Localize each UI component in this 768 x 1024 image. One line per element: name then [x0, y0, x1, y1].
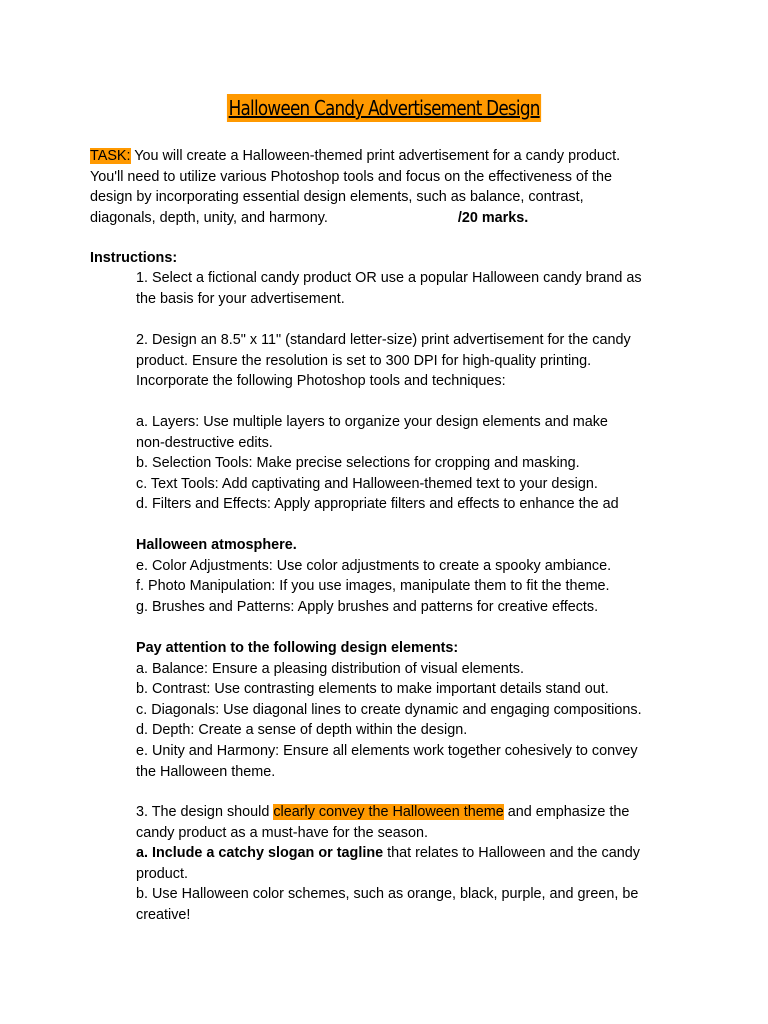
- step-3b-line-1: b. Use Halloween color schemes, such as orange, black, purple, and green, be: [136, 886, 639, 903]
- tool-item: b. Selection Tools: Make precise selections for cropping and masking.: [136, 455, 580, 472]
- task-text-1: You will create a Halloween-themed print advertisement for a candy product.: [130, 148, 621, 164]
- element-item: d. Depth: Create a sense of depth within the design.: [136, 722, 468, 739]
- element-item: the Halloween theme.: [136, 763, 276, 780]
- marks-label: /20 marks.: [457, 209, 529, 226]
- step-3a-bold: a. Include a catchy slogan or tagline: [136, 845, 384, 862]
- tool-item: non-destructive edits.: [136, 434, 273, 451]
- step-2-line-3: Incorporate the following Photoshop tools and techniques:: [136, 373, 506, 390]
- step-3a-line-2: product.: [136, 865, 188, 882]
- step-3a-rest: that relates to Halloween and the candy: [383, 845, 640, 862]
- step-3b-line-2: creative!: [136, 906, 191, 923]
- element-item: e. Unity and Harmony: Ensure all elements work together cohesively to convey: [136, 742, 638, 759]
- step-3-line-1: [136, 802, 696, 823]
- step-3a-line-1: [136, 843, 696, 864]
- step-3-pre: 3. The design should: [136, 804, 274, 820]
- elements-section: [136, 638, 696, 782]
- tool-item: a. Layers: Use multiple layers to organize your design elements and make: [136, 414, 608, 430]
- task-line-3: design by incorporating essential design elements, such as balance, contrast,: [90, 189, 584, 206]
- atmosphere-heading: Halloween atmosphere.: [136, 537, 297, 553]
- step-3-line-2: candy product as a must-have for the season.: [136, 824, 428, 841]
- element-item: b. Contrast: Use contrasting elements to make important details stand out.: [136, 681, 609, 698]
- task-paragraph: [90, 146, 670, 228]
- element-item: c. Diagonals: Use diagonal lines to create dynamic and engaging compositions.: [136, 701, 642, 718]
- element-item: a. Balance: Ensure a pleasing distribution of visual elements.: [136, 660, 524, 677]
- step-2: [136, 330, 696, 392]
- task-text-4: diagonals, depth, unity, and harmony.: [90, 209, 328, 226]
- elements-heading: Pay attention to the following design elements:: [136, 640, 459, 656]
- step-1: [136, 268, 696, 309]
- step-2-line-1: 2. Design an 8.5" x 11" (standard letter-size) print advertisement for the candy: [136, 332, 631, 348]
- task-line-2: You'll need to utilize various Photoshop tools and focus on the effectiveness of the: [90, 168, 612, 185]
- step-3-post: and emphasize the: [503, 804, 630, 820]
- task-line-4: [90, 208, 670, 229]
- step-3-highlight: clearly convey the Halloween theme: [273, 804, 504, 820]
- tool-item: d. Filters and Effects: Apply appropriate filters and effects to enhance the ad: [136, 496, 619, 513]
- tools-list: [136, 412, 696, 515]
- page-title: Halloween Candy Advertisement Design: [228, 96, 540, 120]
- step-1-line-1: 1. Select a fictional candy product OR use a popular Halloween candy brand as: [136, 270, 642, 286]
- atmosphere-item: g. Brushes and Patterns: Apply brushes and patterns for creative effects.: [136, 598, 599, 615]
- atmosphere-section: [136, 535, 696, 617]
- step-3: [136, 802, 696, 926]
- atmosphere-item: f. Photo Manipulation: If you use images, manipulate them to fit the theme.: [136, 578, 610, 595]
- step-2-line-2: product. Ensure the resolution is set to 300 DPI for high-quality printing.: [136, 352, 592, 369]
- step-1-line-2: the basis for your advertisement.: [136, 290, 345, 307]
- tool-item: c. Text Tools: Add captivating and Halloween-themed text to your design.: [136, 475, 598, 492]
- instructions-heading: Instructions:: [90, 250, 178, 266]
- title-container: [0, 94, 768, 122]
- task-line-1: [90, 146, 670, 167]
- task-label: TASK:: [90, 148, 131, 164]
- atmosphere-item: e. Color Adjustments: Use color adjustments to create a spooky ambiance.: [136, 557, 612, 574]
